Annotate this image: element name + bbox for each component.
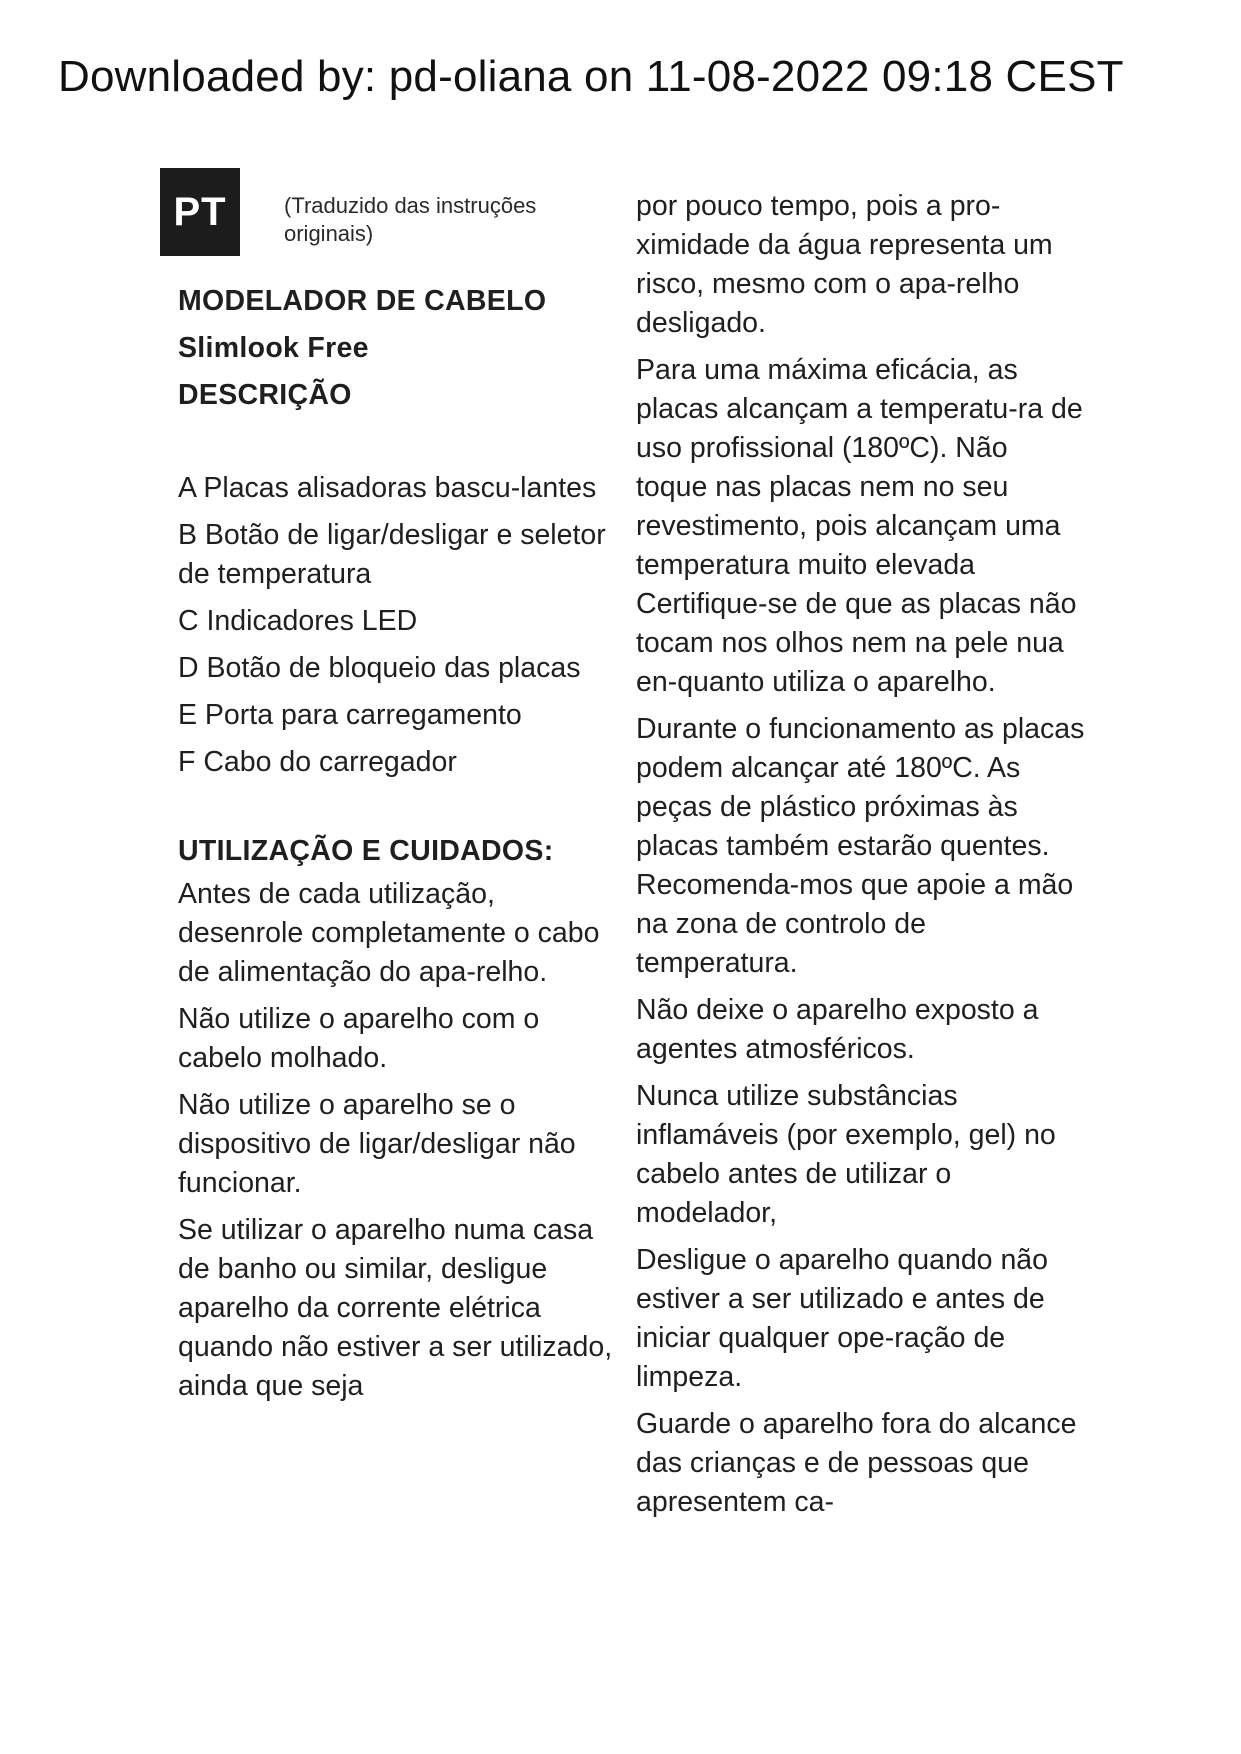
usage-heading: UTILIZAÇÃO E CUIDADOS:: [178, 835, 554, 867]
usage-paragraph: por pouco tempo, pois a pro-ximidade da água representa um risco, mesmo com o apa-relho desligado.: [636, 190, 1053, 339]
usage-paragraph: Guarde o aparelho fora do alcance das crianças e de pessoas que apresentem ca-: [636, 1408, 1077, 1518]
product-name: Slimlook Free: [178, 332, 369, 364]
description-heading: DESCRIÇÃO: [178, 379, 352, 411]
description-item: D Botão de bloqueio das placas: [178, 652, 581, 684]
usage-paragraph: Desligue o aparelho quando não estiver a ser utilizado e antes de iniciar qualquer ope-ração de limpeza.: [636, 1244, 1048, 1393]
description-item: F Cabo do carregador: [178, 746, 457, 778]
description-item: A Placas alisadoras bascu-lantes: [178, 472, 597, 504]
usage-paragraph: Não utilize o aparelho com o cabelo molhado.: [178, 1003, 540, 1074]
description-item: C Indicadores LED: [178, 605, 418, 637]
right-column: [636, 187, 1086, 1530]
usage-paragraph: Se utilizar o aparelho numa casa de banho ou similar, desligue aparelho da corrente elétrica quando não estiver a ser utilizado, ainda que seja: [178, 1214, 613, 1402]
usage-paragraph: Durante o funcionamento as placas podem alcançar até 180ºC. As peças de plástico próximas às placas também estarão quentes. Recomenda-mos que apoie a mão na zona de controlo de temperatura.: [636, 713, 1085, 979]
usage-paragraph: Não utilize o aparelho se o dispositivo de ligar/desligar não funcionar.: [178, 1089, 576, 1199]
usage-paragraph: Nunca utilize substâncias inflamáveis (por exemplo, gel) no cabelo antes de utilizar o modelador,: [636, 1080, 1056, 1229]
description-item: B Botão de ligar/desligar e seletor de temperatura: [178, 519, 606, 590]
download-watermark-header: Downloaded by: pd-oliana on 11-08-2022 09:18 CEST: [58, 52, 1124, 101]
usage-paragraph: Antes de cada utilização, desenrole completamente o cabo de alimentação do apa-relho.: [178, 878, 600, 988]
product-title: MODELADOR DE CABELO: [178, 285, 547, 317]
left-column: [178, 282, 618, 1414]
translation-note: (Traduzido das instruções originais): [284, 193, 537, 246]
description-item: E Porta para carregamento: [178, 699, 522, 731]
usage-paragraph: Não deixe o aparelho exposto a agentes atmosféricos.: [636, 994, 1039, 1065]
usage-paragraph: Para uma máxima eficácia, as placas alcançam a temperatu-ra de uso profissional (180ºC). Não toque nas placas nem no seu revestimento, pois alcançam uma temperatura muito elevada Certifique-se de que as placas não tocam nos olhos nem na pele nua en-quanto utiliza o aparelho.: [636, 354, 1083, 698]
language-badge: PT: [160, 168, 240, 256]
